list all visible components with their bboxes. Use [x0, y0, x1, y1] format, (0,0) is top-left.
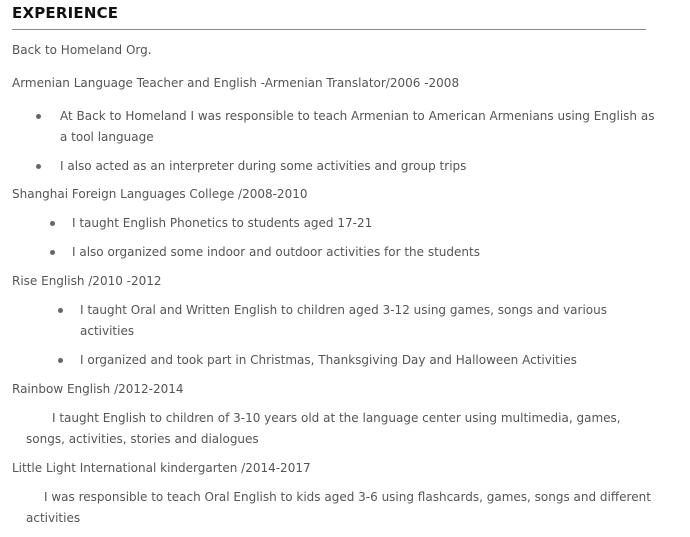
bullet-dot [58, 358, 63, 363]
bullet-dot [50, 221, 55, 226]
bullet-text: I also acted as an interpreter during some activities and group trips [60, 159, 467, 173]
bullet-text: I taught English Phonetics to students aged 17-21 [72, 216, 373, 230]
paragraph-text: I taught English to children of 3-10 years old at the language center using multimedia, games, [52, 411, 621, 425]
bullet-dot [36, 114, 41, 119]
bullet-dot [36, 164, 41, 169]
org-name: Shanghai Foreign Languages College /2008-2010 [12, 187, 308, 201]
bullet-text: I also organized some indoor and outdoor activities for the students [72, 245, 480, 259]
role-title: Armenian Language Teacher and English -Armenian Translator/2006 -2008 [12, 76, 460, 90]
org-name: Rise English /2010 -2012 [12, 274, 162, 288]
section-divider [12, 29, 646, 30]
section-title: EXPERIENCE [12, 4, 119, 22]
paragraph-text-continued: songs, activities, stories and dialogues [26, 432, 259, 446]
bullet-text-continued: a tool language [60, 130, 154, 144]
bullet-text: At Back to Homeland I was responsible to teach Armenian to American Armenians using English as [60, 109, 655, 123]
bullet-dot [50, 250, 55, 255]
bullet-text: I taught Oral and Written English to children aged 3-12 using games, songs and various [80, 303, 607, 317]
paragraph-text-continued: activities [26, 511, 81, 525]
bullet-dot [58, 308, 63, 313]
bullet-text: I organized and took part in Christmas, Thanksgiving Day and Halloween Activities [80, 353, 577, 367]
org-name: Back to Homeland Org. [12, 43, 152, 57]
bullet-text-continued: activities [80, 324, 135, 338]
paragraph-text: I was responsible to teach Oral English to kids aged 3-6 using flashcards, games, songs and different [44, 490, 651, 504]
org-name: Rainbow English /2012-2014 [12, 382, 184, 396]
org-name: Little Light International kindergarten /2014-2017 [12, 461, 311, 475]
